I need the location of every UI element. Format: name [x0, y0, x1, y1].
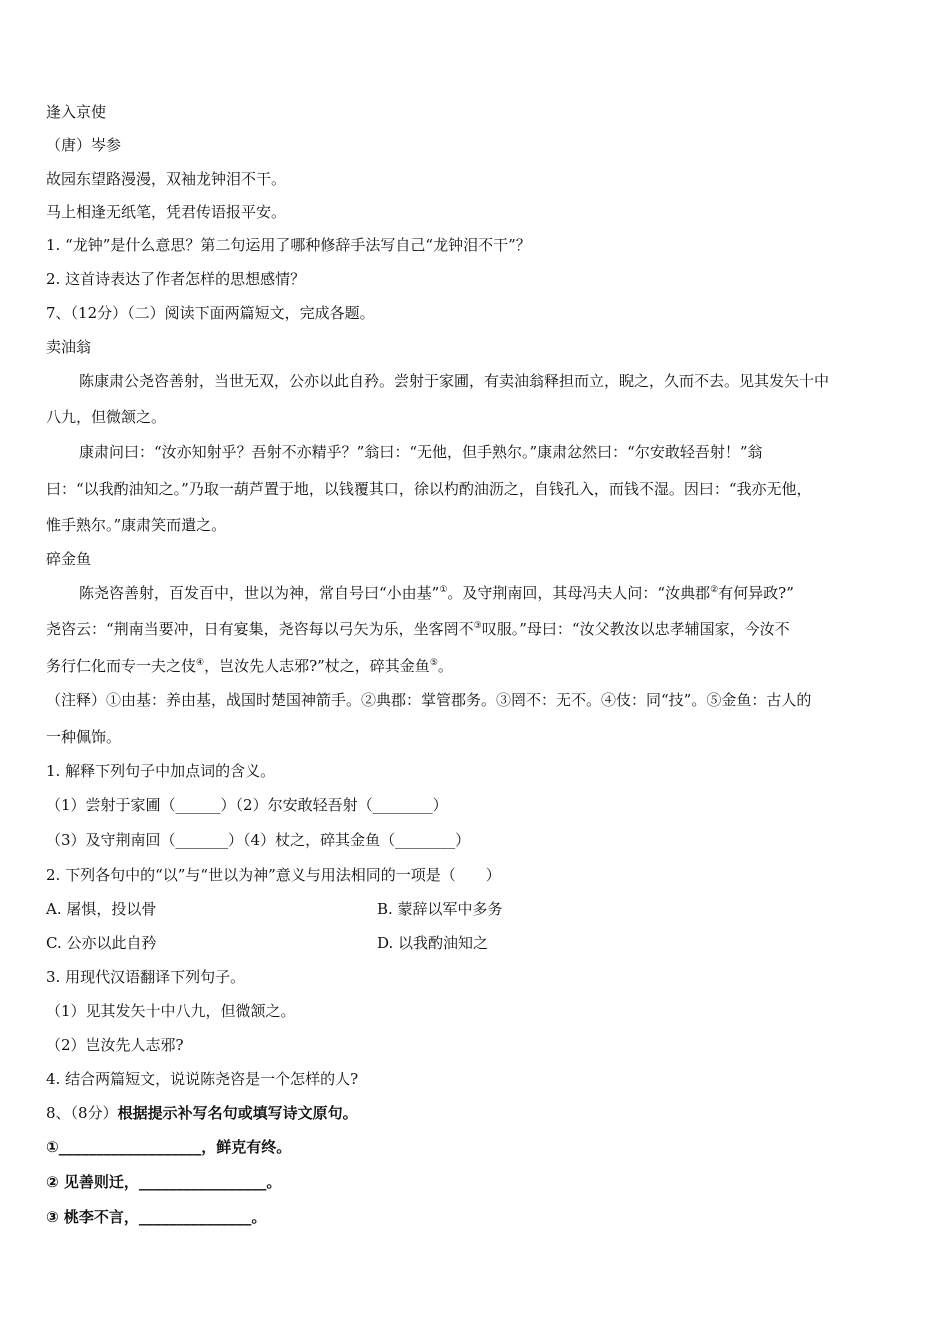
question-1: 1. 解释下列句子中加点词的含义。 — [46, 762, 276, 780]
text2-paragraph: 务行仁化而专一夫之伎④，岂汝先人志邪?”杖之，碎其金鱼⑤。 — [46, 657, 453, 675]
question-3-item: （1）见其发矢十中八九，但微颔之。 — [46, 1002, 296, 1020]
fill-blank-item: ② 见善则迁，_________________。 — [46, 1173, 282, 1191]
poem-line: 故园东望路漫漫，双袖龙钟泪不干。 — [46, 170, 287, 188]
text1-paragraph: 康肃问曰：“汝亦知射乎？吾射不亦精乎？”翁曰：“无他，但手熟尔。”康肃忿然曰：“尔安敢轻吾射！”翁 — [79, 443, 763, 461]
option-b: B. 蒙辞以军中多务 — [377, 900, 503, 918]
fill-blank-item: ③ 桃李不言，_______________。 — [46, 1208, 267, 1226]
question-2: 2. 下列各句中的“以”与“世以为神”意义与用法相同的一项是（ ） — [46, 866, 501, 884]
question-1-row: （3）及守荆南回（_______）（4）杖之，碎其金鱼（________） — [46, 831, 471, 849]
option-row — [46, 898, 910, 920]
question-3-item: （2）岂汝先人志邪? — [46, 1036, 184, 1054]
fill-blank-item: ①___________________，鲜克有终。 — [46, 1138, 292, 1156]
section-8-header: 8、（8分）根据提示补写名句或填写诗文原句。 — [46, 1104, 358, 1122]
option-d: D. 以我酌油知之 — [377, 934, 489, 952]
option-row — [46, 932, 910, 954]
poem-title: 逢入京使 — [46, 103, 107, 121]
text1-title: 卖油翁 — [46, 338, 92, 356]
footnote-mark: ① — [439, 585, 448, 595]
question-4: 4. 结合两篇短文，说说陈尧咨是一个怎样的人? — [46, 1070, 359, 1088]
text2-paragraph: 陈尧咨善射，百发百中，世以为神，常自号曰“小由基”①。及守荆南回，其母冯夫人问：“汝典郡②有何异政?” — [79, 584, 794, 602]
section-7-header: 7、（12分）（二）阅读下面两篇短文，完成各题。 — [46, 304, 375, 322]
question-3: 3. 用现代汉语翻译下列句子。 — [46, 968, 246, 986]
poem-line: 马上相逢无纸笔，凭君传语报平安。 — [46, 203, 287, 221]
question-1-row: （1）尝射于家圃（______）（2）尔安敢轻吾射（________） — [46, 796, 448, 814]
text2-paragraph: 尧咨云：“荆南当要冲，日有宴集，尧咨每以弓矢为乐，坐客罔不③叹服。”母曰：“汝父教汝以忠孝辅国家，今汝不 — [46, 620, 790, 638]
poem-author: （唐）岑参 — [46, 136, 122, 154]
notes: 一种佩饰。 — [46, 728, 122, 746]
poem-question: 1. “龙钟”是什么意思？第二句运用了哪种修辞手法写自己“龙钟泪不干”？ — [46, 236, 531, 254]
text1-paragraph: 惟手熟尔。”康肃笑而遣之。 — [46, 516, 227, 534]
option-c: C. 公亦以此自矜 — [46, 934, 157, 952]
poem-question: 2. 这首诗表达了作者怎样的思想感情？ — [46, 270, 306, 288]
text1-paragraph: 曰：“以我酌油知之。”乃取一葫芦置于地，以钱覆其口，徐以杓酌油沥之，自钱孔入，而钱不湿。因曰：“我亦无他， — [46, 480, 812, 498]
notes: （注释）①由基：养由基，战国时楚国神箭手。②典郡：掌管郡务。③罔不：无不。④伎：同“技”。⑤金鱼：古人的 — [46, 691, 812, 709]
text1-paragraph: 陈康肃公尧咨善射，当世无双，公亦以此自矜。尝射于家圃，有卖油翁释担而立，睨之，久而不去。见其发矢十中 — [79, 372, 830, 390]
option-a: A. 屠惧，投以骨 — [46, 900, 157, 918]
footnote-mark: ④ — [196, 658, 205, 668]
text1-paragraph: 八九，但微颔之。 — [46, 408, 167, 426]
text2-title: 碎金鱼 — [46, 550, 92, 568]
footnote-mark: ⑤ — [429, 658, 438, 668]
footnote-mark: ② — [710, 585, 719, 595]
footnote-mark: ③ — [473, 621, 482, 631]
